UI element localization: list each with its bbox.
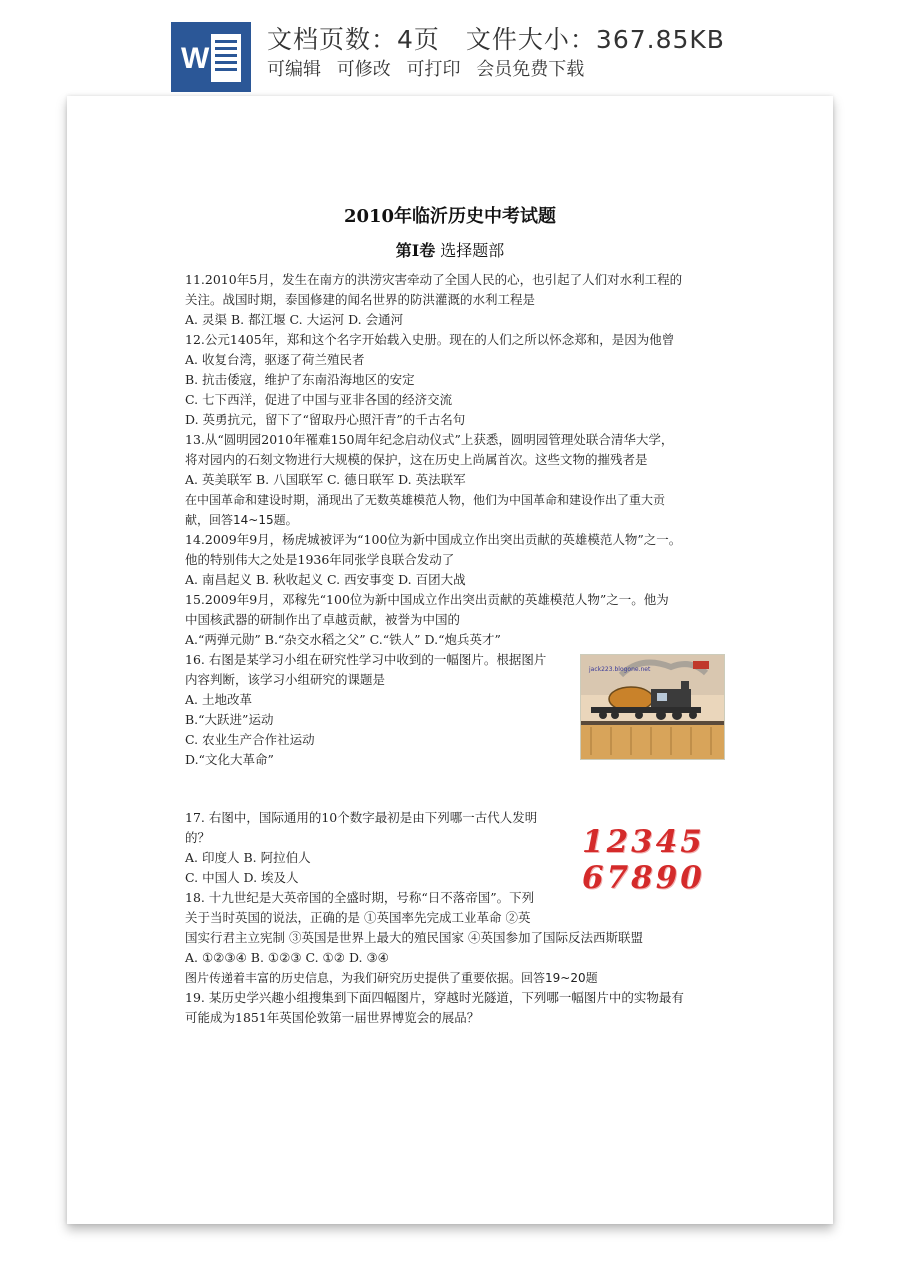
instruction-line: 献，回答14~15题。 <box>185 513 298 527</box>
question-line: 关注。战国时期，泰国修建的闻名世界的防洪灌溉的水利工程是 <box>185 292 536 307</box>
feature-modifiable: 可修改 <box>336 59 391 80</box>
exam-title: 2010年临沂历史中考试题 <box>343 206 557 227</box>
feature-list <box>267 55 594 81</box>
answer-options: A. 灵渠 B. 都江堰 C. 大运河 D. 会通河 <box>185 312 404 327</box>
document-page <box>67 96 833 1224</box>
question-line: 可能成为1851年英国伦敦第一届世界博览会的展品？ <box>185 1010 480 1025</box>
question-line: 17. 右图中，国际通用的10个数字最初是由下列哪一古代人发明 <box>185 810 538 825</box>
digits-row-1: 12345 <box>582 824 705 860</box>
section-heading: 第I卷 选择题部 <box>395 241 505 260</box>
question-line: 中国核武器的研制作出了卓越贡献，被誉为中国的 <box>185 612 461 627</box>
feature-editable: 可编辑 <box>267 59 321 80</box>
question-line: 15.2009年9月，邓稼先“100位为新中国成立作出突出贡献的英雄模范人物”之一。他为 <box>185 592 669 607</box>
answer-option: A. 收复台湾，驱逐了荷兰殖民者 <box>185 352 365 367</box>
question-line: 16. 右图是某学习小组在研究性学习中收到的一幅图片。根据图片 <box>185 652 547 667</box>
answer-options: A. 印度人 B. 阿拉伯人 <box>185 850 311 865</box>
answer-options: A.“两弹元勋” B.“杂交水稻之父” C.“铁人” D.“炮兵英才” <box>185 632 501 647</box>
answer-option: D.“文化大革命” <box>185 752 274 767</box>
answer-options: A. ①②③④ B. ①②③ C. ①② D. ③④ <box>185 950 389 965</box>
instruction-line: 图片传递着丰富的历史信息，为我们研究历史提供了重要依据。回答19~20题 <box>185 971 598 985</box>
question-line: 关于当时英国的说法，正确的是 ①英国率先完成工业革命 ②英 <box>185 910 531 925</box>
question-line: 19. 某历史学兴趣小组搜集到下面四幅图片，穿越时光隧道，下列哪一幅图片中的实物最有 <box>185 990 684 1005</box>
question-line: 14.2009年9月，杨虎城被评为“100位为新中国成立作出突出贡献的英雄模范人物”之一。 <box>185 532 682 547</box>
file-info <box>267 20 751 56</box>
file-size: 文件大小：367.85KB <box>465 25 725 54</box>
answer-option: C. 农业生产合作社运动 <box>185 732 315 747</box>
instruction-line: 在中国革命和建设时期，涌现出了无数英雄模范人物，他们为中国革命和建设作出了重大贡 <box>185 493 666 507</box>
answer-option: B. 抗击倭寇，维护了东南沿海地区的安定 <box>185 372 415 387</box>
answer-option: D. 英勇抗元，留下了“留取丹心照汗青”的千古名句 <box>185 412 466 427</box>
question-line: 国实行君主立宪制 ③英国是世界上最大的殖民国家 ④英国参加了国际反法西斯联盟 <box>185 930 643 945</box>
answer-option: C. 七下西洋，促进了中国与亚非各国的经济交流 <box>185 392 453 407</box>
answer-options: A. 南昌起义 B. 秋收起义 C. 西安事变 D. 百团大战 <box>185 572 466 587</box>
page-count: 文档页数：4页 <box>267 25 440 54</box>
answer-options: C. 中国人 D. 埃及人 <box>185 870 299 885</box>
question-line: 将对园内的石刻文物进行大规模的保护，这在历史上尚属首次。这些文物的摧残者是 <box>185 452 648 467</box>
numerals-image <box>582 824 712 904</box>
feature-member-download[interactable]: 会员免费下载 <box>476 59 585 80</box>
answer-options: A. 英美联军 B. 八国联军 C. 德日联军 D. 英法联军 <box>185 472 466 487</box>
svg-text:jack223.blogone.net: jack223.blogone.net <box>589 666 651 673</box>
train-poster-image <box>580 654 725 760</box>
question-line: 12.公元1405年，郑和这个名字开始载入史册。现在的人们之所以怀念郑和，是因为他曾 <box>185 332 675 347</box>
feature-printable: 可打印 <box>406 59 461 80</box>
question-line: 18. 十九世纪是大英帝国的全盛时期，号称“日不落帝国”。下列 <box>185 890 535 905</box>
question-line: 他的特别伟大之处是1936年同张学良联合发动了 <box>185 552 455 567</box>
question-line: 的？ <box>185 830 211 845</box>
question-line: 11.2010年5月，发生在南方的洪涝灾害牵动了全国人民的心，也引起了人们对水利工程的 <box>185 272 683 287</box>
download-header <box>0 0 900 96</box>
question-line: 13.从“圆明园2010年罹难150周年纪念启动仪式”上获悉，圆明园管理处联合清华大学， <box>185 432 674 447</box>
answer-option: B.“大跃进”运动 <box>185 712 274 727</box>
word-document-icon <box>171 22 251 92</box>
answer-option: A. 土地改革 <box>185 692 252 707</box>
question-line: 内容判断，该学习小组研究的课题是 <box>185 672 386 687</box>
digits-row-2: 67890 <box>582 860 705 896</box>
svg-text:W: W <box>181 42 210 75</box>
